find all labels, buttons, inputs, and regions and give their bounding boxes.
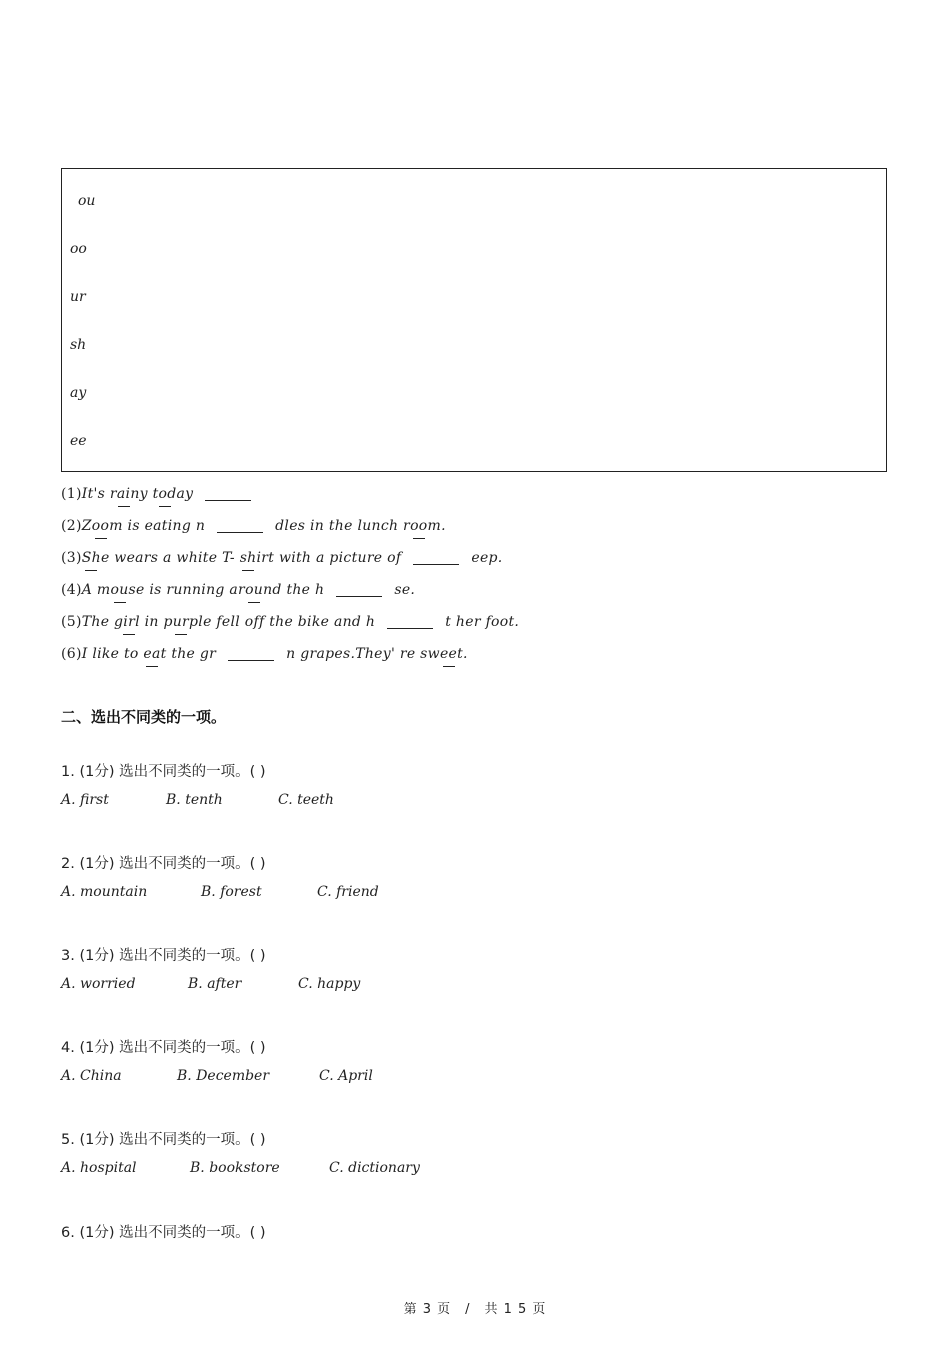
underlined-letters: ur [172, 614, 190, 630]
text: ay [176, 486, 194, 502]
text: se is running ar [128, 582, 246, 598]
phonics-item-ee: ee [70, 433, 87, 449]
answer-blank[interactable] [336, 595, 382, 597]
phonics-item-oo: oo [70, 241, 87, 257]
answer-blank[interactable] [413, 563, 459, 565]
text: eep. [471, 550, 503, 566]
sentence-number: (1) [61, 486, 82, 502]
question-stem-3: 3. (1分) 选出不同类的一项。( ) [61, 948, 266, 964]
phonics-item-ou: ou [78, 193, 96, 209]
question-options-2 [61, 884, 379, 900]
page-footer: 第 3 页 / 共 1 5 页 [403, 1302, 547, 1317]
text: Z [81, 518, 92, 534]
text: ple fell off the bike and h [189, 614, 376, 630]
text: t her foot. [445, 614, 520, 630]
fill-sentence-3 [61, 550, 503, 566]
answer-blank[interactable] [205, 499, 251, 501]
text: l in p [135, 614, 173, 630]
sentence-number: (2) [61, 518, 82, 534]
text: dles in the lunch r [275, 518, 411, 534]
text: It's [81, 486, 110, 502]
question-stem-5: 5. (1分) 选出不同类的一项。( ) [61, 1132, 266, 1148]
question-options-3 [61, 976, 360, 992]
phonics-item-ur: ur [70, 289, 86, 305]
phonics-item-ay: ay [70, 385, 87, 401]
sentence-number: (3) [61, 550, 82, 566]
question-options-5 [61, 1160, 420, 1176]
question-options-4 [61, 1068, 373, 1084]
option-a[interactable]: A. first [61, 792, 109, 808]
question-stem-2: 2. (1分) 选出不同类的一项。( ) [61, 856, 266, 872]
text: e wears a white T- [100, 550, 240, 566]
option-b[interactable]: B. tenth [166, 792, 223, 808]
option-c[interactable]: C. friend [317, 884, 379, 900]
text: n grapes.They' re sw [286, 646, 440, 662]
option-a[interactable]: A. hospital [61, 1160, 137, 1176]
phonics-box [61, 168, 887, 472]
answer-blank[interactable] [217, 531, 263, 533]
question-stem-1: 1. (1分) 选出不同类的一项。( ) [61, 764, 266, 780]
option-b[interactable]: B. after [188, 976, 242, 992]
option-b[interactable]: B. bookstore [190, 1160, 280, 1176]
text: irt with a picture of [256, 550, 402, 566]
option-a[interactable]: A. worried [61, 976, 136, 992]
sentence-number: (4) [61, 582, 82, 598]
fill-sentence-6 [61, 646, 468, 662]
underlined-letters: ea [143, 646, 161, 662]
text: m is eating n [109, 518, 206, 534]
option-a[interactable]: A. China [61, 1068, 122, 1084]
fill-sentence-4 [61, 582, 415, 598]
option-c[interactable]: C. dictionary [329, 1160, 420, 1176]
text: I like to [81, 646, 144, 662]
fill-sentence-1 [61, 486, 263, 502]
underlined-letters: oo [91, 518, 110, 534]
underlined-letters: Sh [81, 550, 101, 566]
underlined-letters: tod [152, 486, 177, 502]
underlined-letters: sh [239, 550, 257, 566]
section-title: 二、选出不同类的一项。 [61, 708, 227, 726]
sentence-number: (5) [61, 614, 82, 630]
text: The g [81, 614, 124, 630]
text: nd the h [263, 582, 325, 598]
option-c[interactable]: C. April [319, 1068, 373, 1084]
question-stem-6: 6. (1分) 选出不同类的一项。( ) [61, 1225, 266, 1241]
fill-sentence-2 [61, 518, 446, 534]
underlined-letters: ai [116, 486, 131, 502]
underlined-letters: oo [410, 518, 428, 534]
text: t. [457, 646, 468, 662]
underlined-letters: ee [439, 646, 458, 662]
text: r [109, 486, 117, 502]
underlined-letters: ou [110, 582, 129, 598]
option-c[interactable]: C. teeth [278, 792, 334, 808]
sentence-number: (6) [61, 646, 82, 662]
option-b[interactable]: B. forest [201, 884, 262, 900]
phonics-item-sh: sh [70, 337, 87, 353]
question-stem-4: 4. (1分) 选出不同类的一项。( ) [61, 1040, 266, 1056]
option-b[interactable]: B. December [177, 1068, 270, 1084]
fill-sentence-5 [61, 614, 519, 630]
text: ny [130, 486, 153, 502]
text: m. [427, 518, 446, 534]
option-a[interactable]: A. mountain [61, 884, 148, 900]
text: se. [394, 582, 416, 598]
underlined-letters: ir [123, 614, 136, 630]
underlined-letters: ou [245, 582, 264, 598]
answer-blank[interactable] [387, 627, 433, 629]
answer-blank[interactable] [228, 659, 274, 661]
option-c[interactable]: C. happy [298, 976, 361, 992]
text: A m [81, 582, 111, 598]
text: t the gr [160, 646, 217, 662]
question-options-1 [61, 792, 334, 808]
